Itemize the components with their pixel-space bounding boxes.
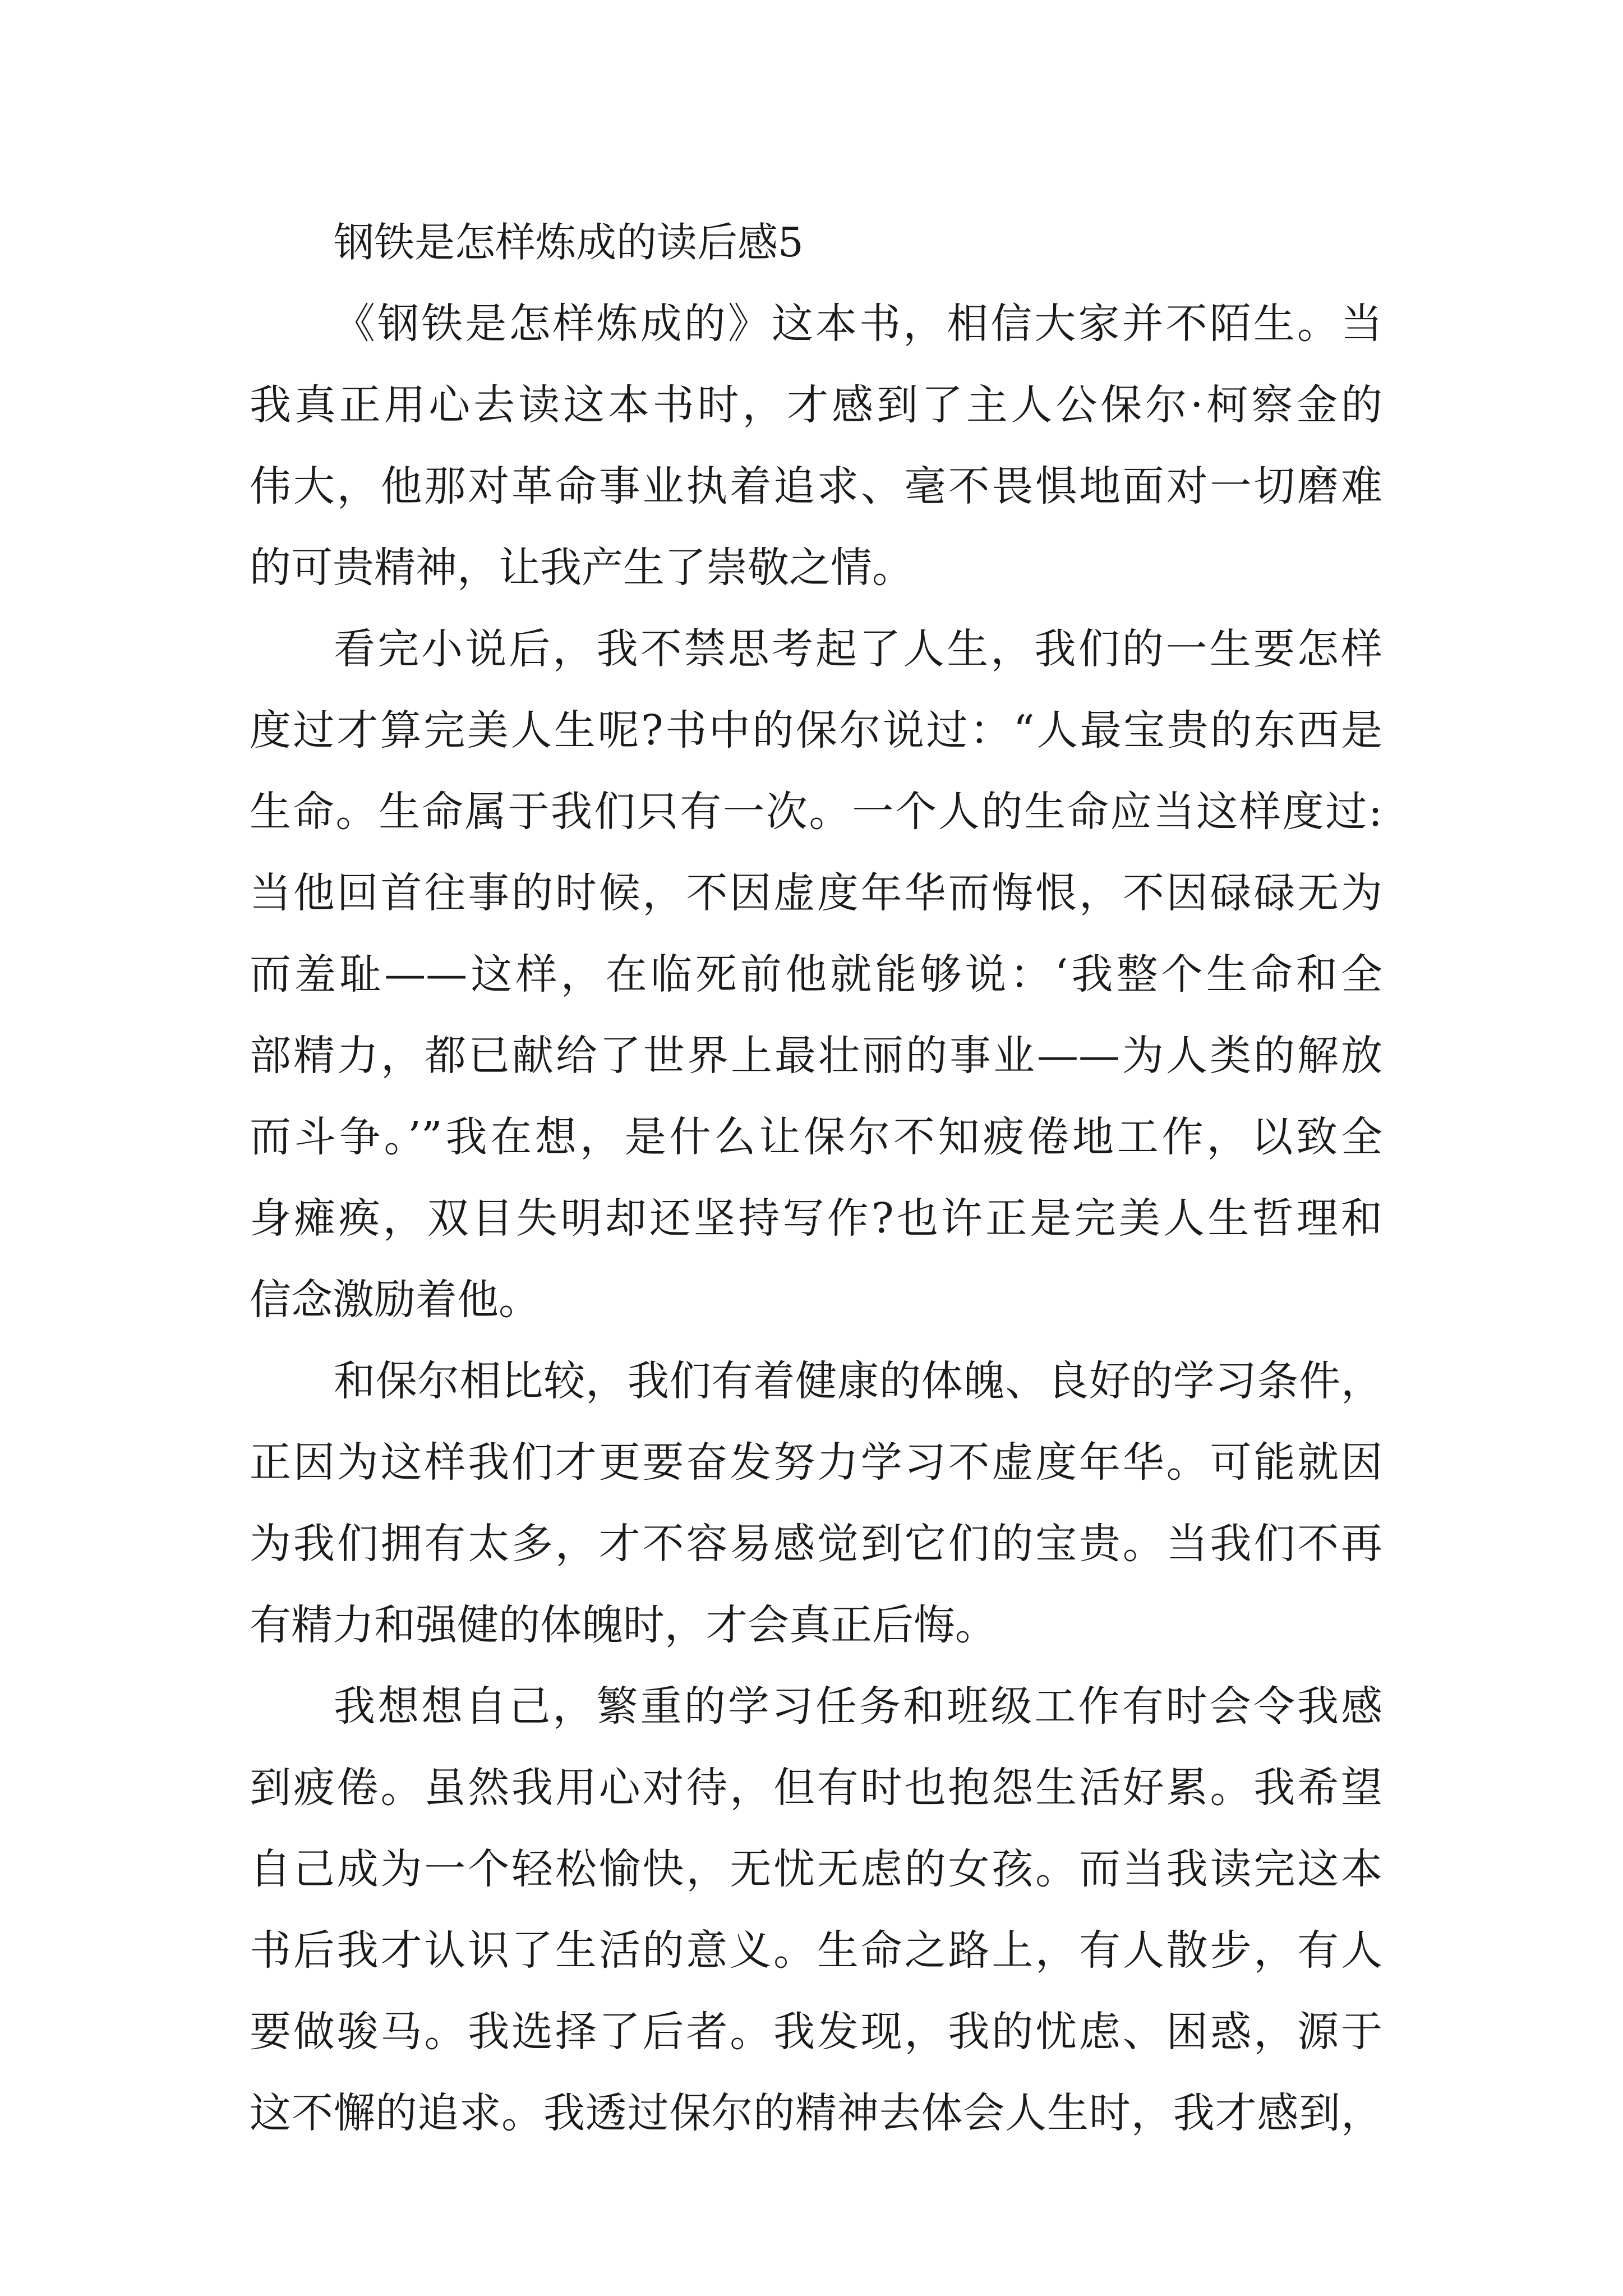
- paragraph-line: 《钢铁是怎样炼成的》这本书，相信大家并不陌生。当: [334, 300, 1382, 348]
- paragraph-1: [250, 283, 1382, 609]
- paragraph-line: 自己成为一个轻松愉快，无忧无虑的女孩。而当我读完这本: [250, 1845, 1382, 1893]
- paragraph-line: 伟大，他那对革命事业执着追求、毫不畏惧地面对一切磨难: [250, 462, 1382, 510]
- document-title: 钢铁是怎样炼成的读后感5: [334, 219, 804, 266]
- paragraph-line: 书后我才认识了生活的意义。生命之路上，有人散步，有人: [250, 1926, 1382, 1975]
- paragraph-line: 有精力和强健的体魄时，才会真正后悔。: [250, 1601, 997, 1649]
- paragraph-line: 这不懈的追求。我透过保尔的精神去体会人生时，我才感到，: [250, 2089, 1382, 2137]
- paragraph-line: 部精力，都已献给了世界上最壮丽的事业——为人类的解放: [250, 1032, 1382, 1080]
- paragraph-line: 度过才算完美人生呢?书中的保尔说过：“人最宝贵的东西是: [250, 706, 1382, 754]
- paragraph-line: 信念激励着他。: [250, 1276, 540, 1324]
- paragraph-line: 生命。生命属于我们只有一次。一个人的生命应当这样度过:: [250, 788, 1382, 836]
- paragraph-line: 为我们拥有太多，才不容易感觉到它们的宝贵。当我们不再: [250, 1520, 1382, 1568]
- paragraph-2: [250, 609, 1382, 1341]
- paragraph-line: 身瘫痪，双目失明却还坚持写作?也许正是完美人生哲理和: [250, 1194, 1382, 1243]
- paragraph-line: 正因为这样我们才更要奋发努力学习不虚度年华。可能就因: [250, 1438, 1382, 1487]
- paragraph-line: 的可贵精神，让我产生了崇敬之情。: [250, 544, 914, 592]
- paragraph-3: [250, 1341, 1382, 1666]
- paragraph-line: 要做骏马。我选择了后者。我发现，我的忧虑、困惑，源于: [250, 2008, 1382, 2056]
- paragraph-line: 和保尔相比较，我们有着健康的体魄、良好的学习条件，: [334, 1357, 1382, 1405]
- paragraph-line: 我想想自己，繁重的学习任务和班级工作有时会令我感: [334, 1682, 1382, 1731]
- paragraph-line: 而斗争。’”我在想，是什么让保尔不知疲倦地工作，以致全: [250, 1113, 1382, 1161]
- paragraph-4: [250, 1666, 1382, 2154]
- document-body: [250, 202, 1382, 2154]
- paragraph-line: 到疲倦。虽然我用心对待，但有时也抱怨生活好累。我希望: [250, 1764, 1382, 1812]
- paragraph-line: 看完小说后，我不禁思考起了人生，我们的一生要怎样: [334, 625, 1382, 673]
- paragraph-line: 当他回首往事的时候，不因虚度年华而悔恨，不因碌碌无为: [250, 869, 1382, 917]
- paragraph-line: 我真正用心去读这本书时，才感到了主人公保尔·柯察金的: [250, 381, 1382, 429]
- paragraph-line: 而羞耻——这样，在临死前他就能够说：‘我整个生命和全: [250, 950, 1382, 999]
